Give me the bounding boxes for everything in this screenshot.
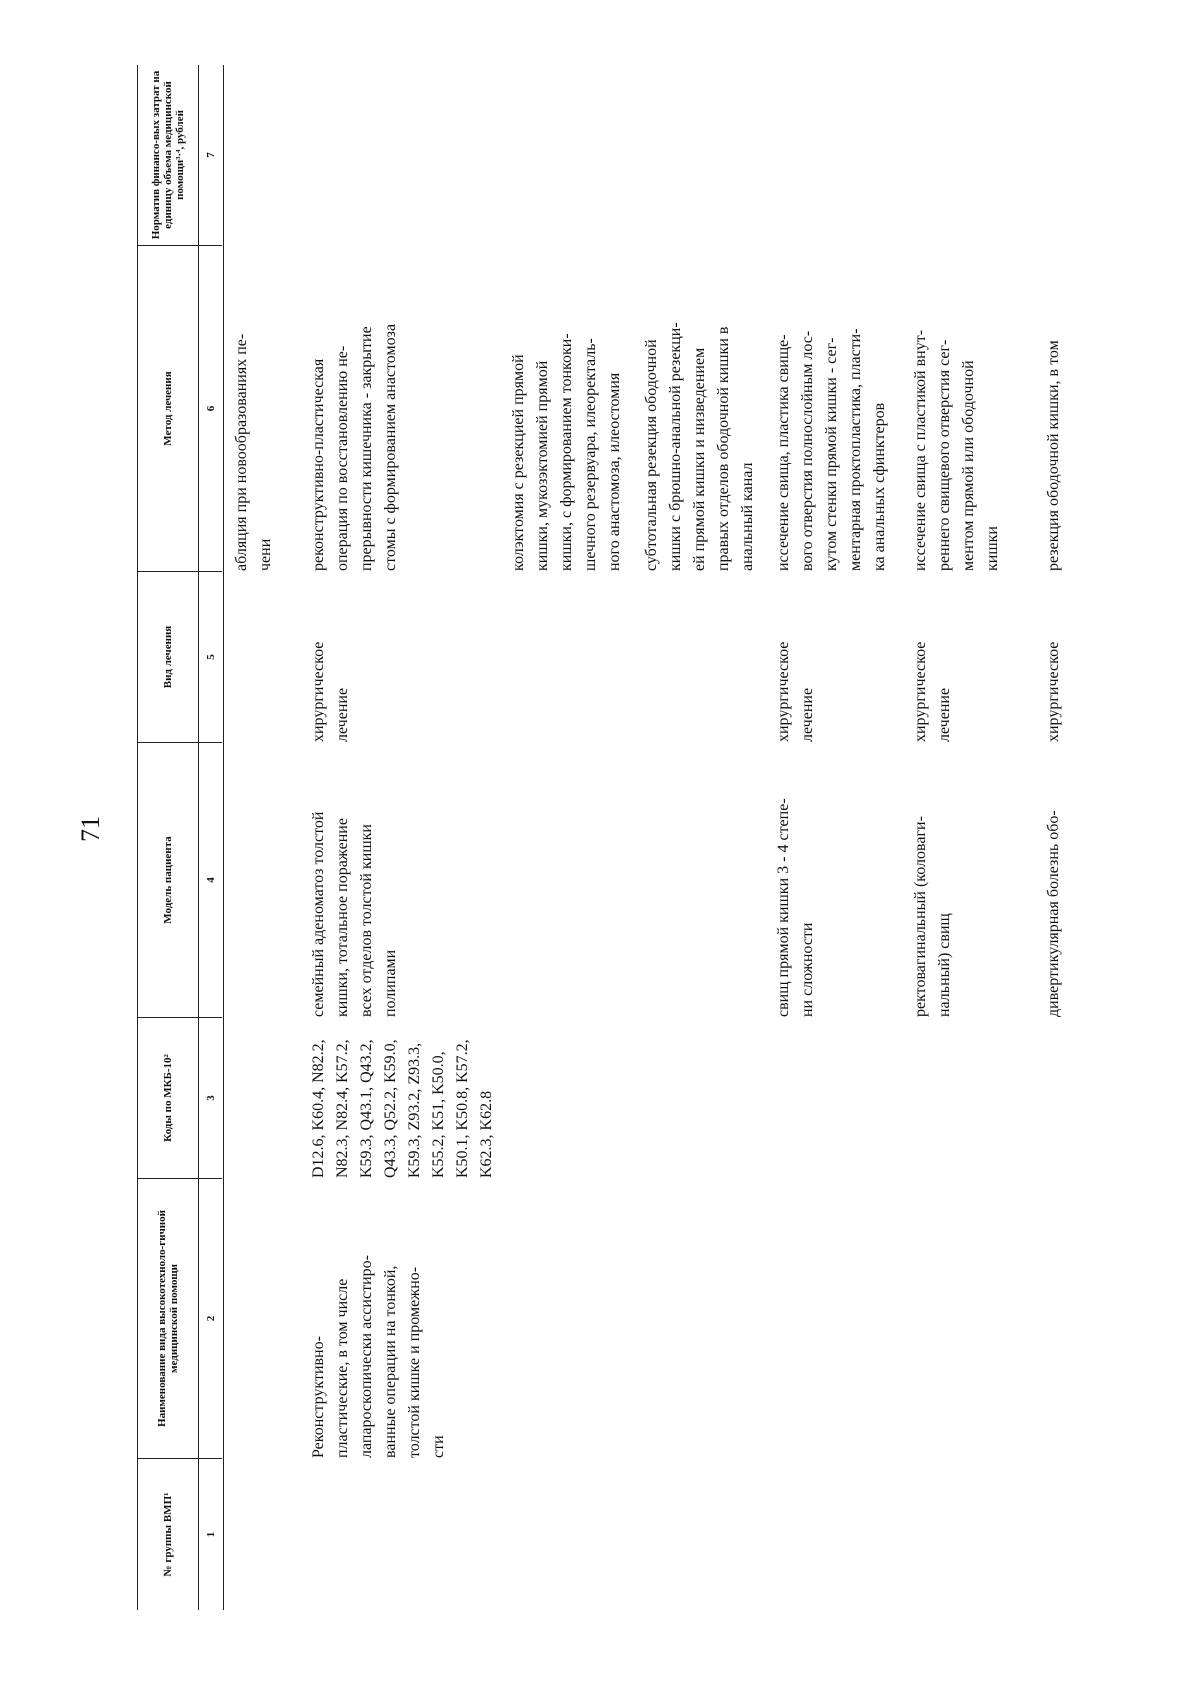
text-line: хирургическое [310,641,327,742]
col-number-4: 4 [198,742,222,1017]
text-line: кутом стенки прямой кишки - сег- [823,337,840,571]
text-line: операция по восстановлению не- [334,345,351,571]
text-line: N82.3, N82.4, K57.2, [334,1039,351,1178]
header-col-7: Норматив финансо-вых затрат на единицу объема медицинской помощи³·⁴, рублей [150,70,186,240]
text-line: колэктомия с резекцией прямой [510,354,527,571]
text-line: дивертикулярная болезнь обо- [1045,810,1062,1017]
row5-type [909,642,957,742]
row3-method [640,322,760,571]
text-line: кишки, тотальное поражение [334,818,351,1017]
row5-method [909,330,1005,571]
text-line: свищ прямой кишки 3 - 4 степе- [775,798,792,1017]
text-line: абляция при новообразованиях пе- [233,333,250,571]
text-line: K59.3, Z93.2, Z93.3, [406,1042,423,1178]
text-line: K50.1, K50.8, K57.2, [454,1039,471,1178]
text-line: шечного резервуара, илеоректаль- [582,338,599,571]
row4-model [772,798,820,1017]
text-line: ванные операции на тонкой, [382,1265,399,1458]
text-line: лечение [334,687,351,742]
header-col-3: Коды по МКБ-10² [138,1017,198,1178]
text-line: правых отделов ободочной кишки в [715,326,732,571]
header-col-1: № группы ВМП¹ [138,1458,198,1610]
text-line: сти [430,1435,447,1458]
text-line: вого отверстия полнослойным лос- [799,330,816,571]
text-line: резекция ободочной кишки, в том [1045,340,1062,571]
header-col-4: Модель пациента [138,742,198,1017]
text-line: ей прямой кишки и низведением [691,347,708,571]
row6-type [1042,642,1066,742]
text-line: ментарная проктопластика, пласти- [847,328,864,571]
page-number: 71 [76,816,105,842]
text-line: хирургическое [775,641,792,742]
text-line: хирургическое [912,641,929,742]
text-line: лечение [799,687,816,742]
header-col-2: Наименование вида высокотехноло-гичной медицинской помощи [138,1178,198,1458]
row1-method [307,324,403,571]
text-line: ка анальных сфинктеров [871,402,888,571]
row4-method [772,328,892,571]
text-line: ментом прямой или ободочной [960,360,977,571]
text-line: толстой кишке и промежно- [406,1266,423,1458]
text-line: анальный канал [739,462,756,571]
text-line: ного анастомоза, илеостомия [606,372,623,571]
row1-type [307,642,355,742]
text-line: лечение [936,687,953,742]
text-line: кишки, с формированием тонкоки- [558,333,575,571]
text-line: реннего свищевого отверстия сег- [936,339,953,571]
text-line: K62.3, K62.8 [478,1090,495,1178]
text-line: кишки [984,526,1001,571]
text-line: Реконструктивно- [310,1336,327,1458]
text-line: ни сложности [799,922,816,1017]
text-line: кишки с брюшно-анальной резекци- [667,322,684,571]
row6-model [1042,810,1066,1017]
text-line: D12.6, K60.4, N82.2, [310,1039,327,1178]
text-line: всех отделов толстой кишки [358,824,375,1017]
rotated-table [137,65,1160,1610]
text-line: кишки, мукозэктомией прямой [534,360,551,571]
text-line: полипами [382,949,399,1017]
col-number-2: 2 [198,1178,222,1458]
text-line: иссечение свища с пластикой внут- [912,329,929,571]
header-col-5: Вид лечения [138,571,198,742]
row1-model [307,812,403,1017]
row1-codes [307,1039,499,1178]
row1-name [307,1255,451,1458]
col-number-7: 7 [198,65,222,245]
text-line: Q43.3, Q52.2, K59.0, [382,1039,399,1178]
text-line: нальный) свищ [936,913,953,1017]
row5-model [909,816,957,1017]
text-line: иссечение свища, пластика свище- [775,334,792,571]
text-line: субтотальная резекция ободочной [643,339,660,571]
col-number-1: 1 [198,1458,222,1610]
text-line: прерывности кишечника - закрытие [358,326,375,571]
text-line: лапароскопически ассистиро- [358,1255,375,1458]
row6-method [1042,340,1066,571]
text-line: хирургическое [1045,641,1062,742]
header-col-6: Метод лечения [138,245,198,571]
text-line: K59.3, Q43.1, Q43.2, [358,1039,375,1178]
col-number-3: 3 [198,1017,222,1178]
text-line: реконструктивно-пластическая [310,358,327,571]
row4-type [772,642,820,742]
row2-method [507,333,627,571]
text-line: стомы с формированием анастомоза [382,323,399,571]
text-line: пластические, в том числе [334,1278,351,1458]
text-line: ректовагинальный (коловаги- [912,816,929,1017]
col-number-5: 5 [198,571,222,742]
text-line: чени [257,538,274,571]
table-header [137,65,224,1610]
row0-method [230,334,278,571]
col-number-6: 6 [198,245,222,571]
text-line: семейный аденоматоз толстой [310,811,327,1017]
text-line: K55.2, K51, K50.0, [430,1051,447,1178]
